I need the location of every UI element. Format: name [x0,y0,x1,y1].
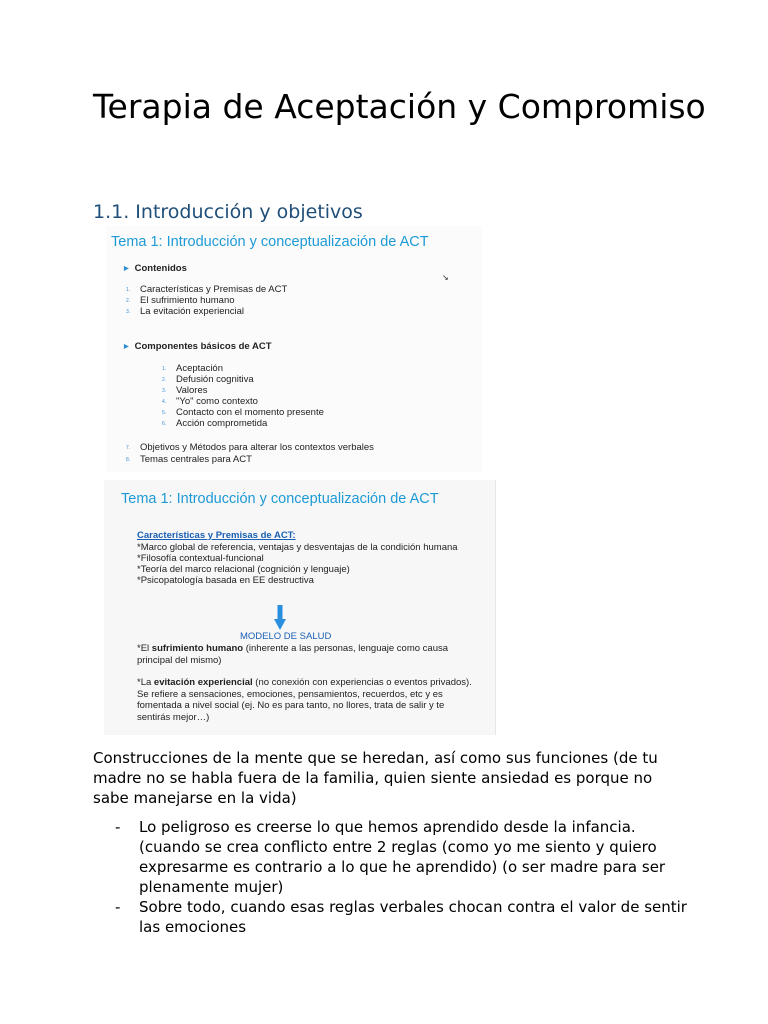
slide-list-item: 4. "Yo" como contexto [162,396,258,407]
slide-title: Tema 1: Introducción y conceptualización de ACT [111,234,429,250]
slide-premise-line: *Marco global de referencia, ventajas y desventajas de la condición humana [137,542,458,553]
slide-list-item: 1. Aceptación [162,363,224,374]
section-heading: 1.1. Introducción y objetivos [93,201,363,223]
slide-list-item: 6. Acción comprometida [162,418,268,429]
slide-list-item: 8. Temas centrales para ACT [126,454,252,465]
cursor-arrow-icon: ↘ [442,273,449,282]
slide-premise-line: *Filosofía contextual-funcional [137,553,264,564]
list-item: - Sobre todo, cuando esas reglas verbales chocan contra el valor de sentir las emociones [115,898,687,936]
suffering-paragraph: *El sufrimiento humano (inherente a las personas, lenguaje como causa principal del mismo) [137,643,449,666]
slide-image-contents [106,226,482,472]
slide-title: Tema 1: Introducción y conceptualización de ACT [121,491,439,507]
slide-list-item: 1. Características y Premisas de ACT [126,284,288,295]
slide-subtitle: Características y Premisas de ACT: [137,530,296,541]
body-paragraph: Construcciones de la mente que se heredan, así como sus funciones (de tu madre no se habla fuera de la familia, quien siente ansiedad es porque no sabe manejarse en la vida) [93,749,658,807]
slide-premise-line: *Psicopatología basada en EE destructiva [137,575,314,586]
slide-premise-line: *Teoría del marco relacional (cognición y lenguaje) [137,564,350,575]
bullet-list [93,817,693,937]
bullet-triangle-icon: ▶ [124,266,129,272]
health-model-label: MODELO DE SALUD [240,631,332,642]
avoidance-paragraph: *La evitación experiencial (no conexión con experiencias o eventos privados). Se refiere a sensaciones, emociones, pensamientos, recuerdos, etc y es fomentada a nivel social (ej. No es para tanto, no llores, trata de salir y te sentirás mejor…) [137,677,472,723]
arrow-down-icon [274,605,286,631]
bullet-triangle-icon: ▶ [124,344,129,350]
slide-list-item: 7. Objetivos y Métodos para alterar los contextos verbales [126,442,374,453]
slide-list-item: 2. El sufrimiento humano [126,295,235,306]
dash-bullet: - [115,818,121,836]
dash-bullet: - [115,898,121,916]
slide-list-item: 3. La evitación experiencial [126,306,245,317]
slide-list-item: 5. Contacto con el momento presente [162,407,324,418]
slide-list-item: 3. Valores [162,385,208,396]
document-title: Terapia de Aceptación y Compromiso [93,87,706,126]
list-item: - Lo peligroso es creerse lo que hemos aprendido desde la infancia. (cuando se crea conflicto entre 2 reglas (como yo me siento y quiero expresarme es contrario a lo que he aprendido) (o ser madre para ser plenamente mujer) [115,818,666,896]
slide-image-premises [104,480,496,735]
slide-section-components: ▶ Componentes básicos de ACT [124,341,272,352]
slide-section-contents: ▶ Contenidos [124,263,187,274]
slide-list-item: 2. Defusión cognitiva [162,374,254,385]
